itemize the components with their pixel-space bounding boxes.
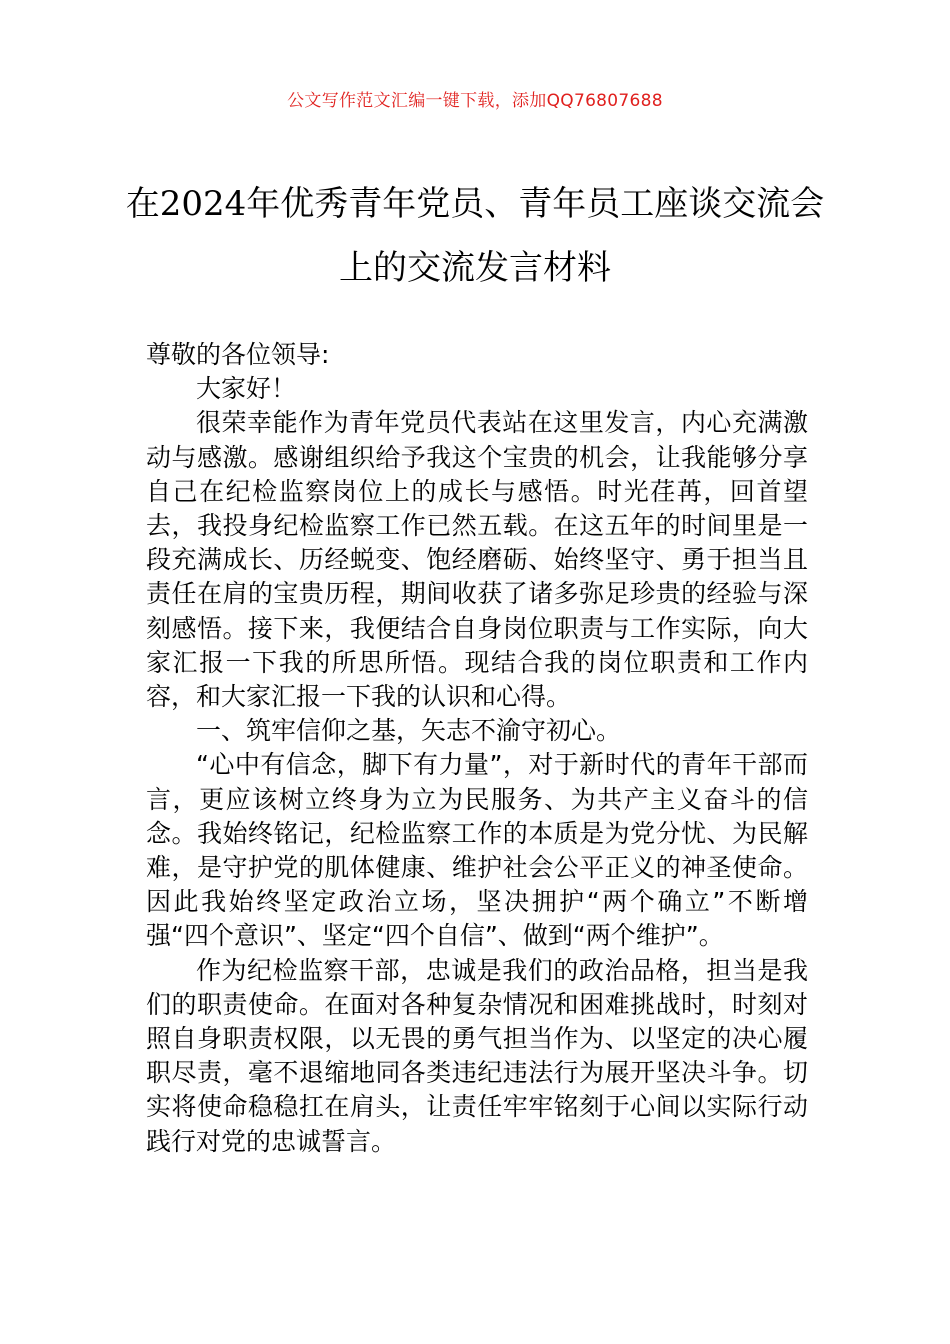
document-title: 在2024年优秀青年党员、青年员工座谈交流会上的交流发言材料 [125,184,825,288]
salutation: 尊敬的各位领导: [146,340,330,369]
paragraph-belief: “心中有信念，脚下有力量”，对于新时代的青年干部而言，更应该树立终身为立为民服务、为共产主义奋斗的信念。我始终铭记，纪检监察工作的本质是为党分忧、为民解难，是守护党的肌体健康、维护社会公平正义的神圣使命。因此我始终坚定政治立场，坚决拥护“两个确立”不断增强“四个意识”、坚定“四个自信”、做到“两个维护”。 [146,750,808,951]
section-heading-1: 一、筑牢信仰之基，矢志不渝守初心。 [196,716,622,746]
download-notice: 公文写作范文汇编一键下载，添加QQ76807688 [287,91,663,111]
paragraph-intro: 很荣幸能作为青年党员代表站在这里发言，内心充满激动与感激。感谢组织给予我这个宝贵的机会，让我能够分享自己在纪检监察岗位上的成长与感悟。时光荏苒，回首望去，我投身纪检监察工作已然五载。在这五年的时间里是一段充满成长、历经蜕变、饱经磨砺、始终坚守、勇于担当且责任在肩的宝贵历程，期间收获了诸多弥足珍贵的经验与深刻感悟。接下来，我便结合自身岗位职责与工作实际，向大家汇报一下我的所思所悟。现结合我的岗位职责和工作内容，和大家汇报一下我的认识和心得。 [146,408,808,712]
paragraph-loyalty: 作为纪检监察干部，忠诚是我们的政治品格，担当是我们的职责使命。在面对各种复杂情况和困难挑战时，时刻对照自身职责权限，以无畏的勇气担当作为、以坚定的决心履职尽责，毫不退缩地同各类违纪违法行为展开坚决斗争。切实将使命稳稳扛在肩头，让责任牢牢铭刻于心间以实际行动践行对党的忠诚誓言。 [146,955,808,1156]
document-body [146,338,808,1159]
greeting: 大家好！ [196,374,297,404]
